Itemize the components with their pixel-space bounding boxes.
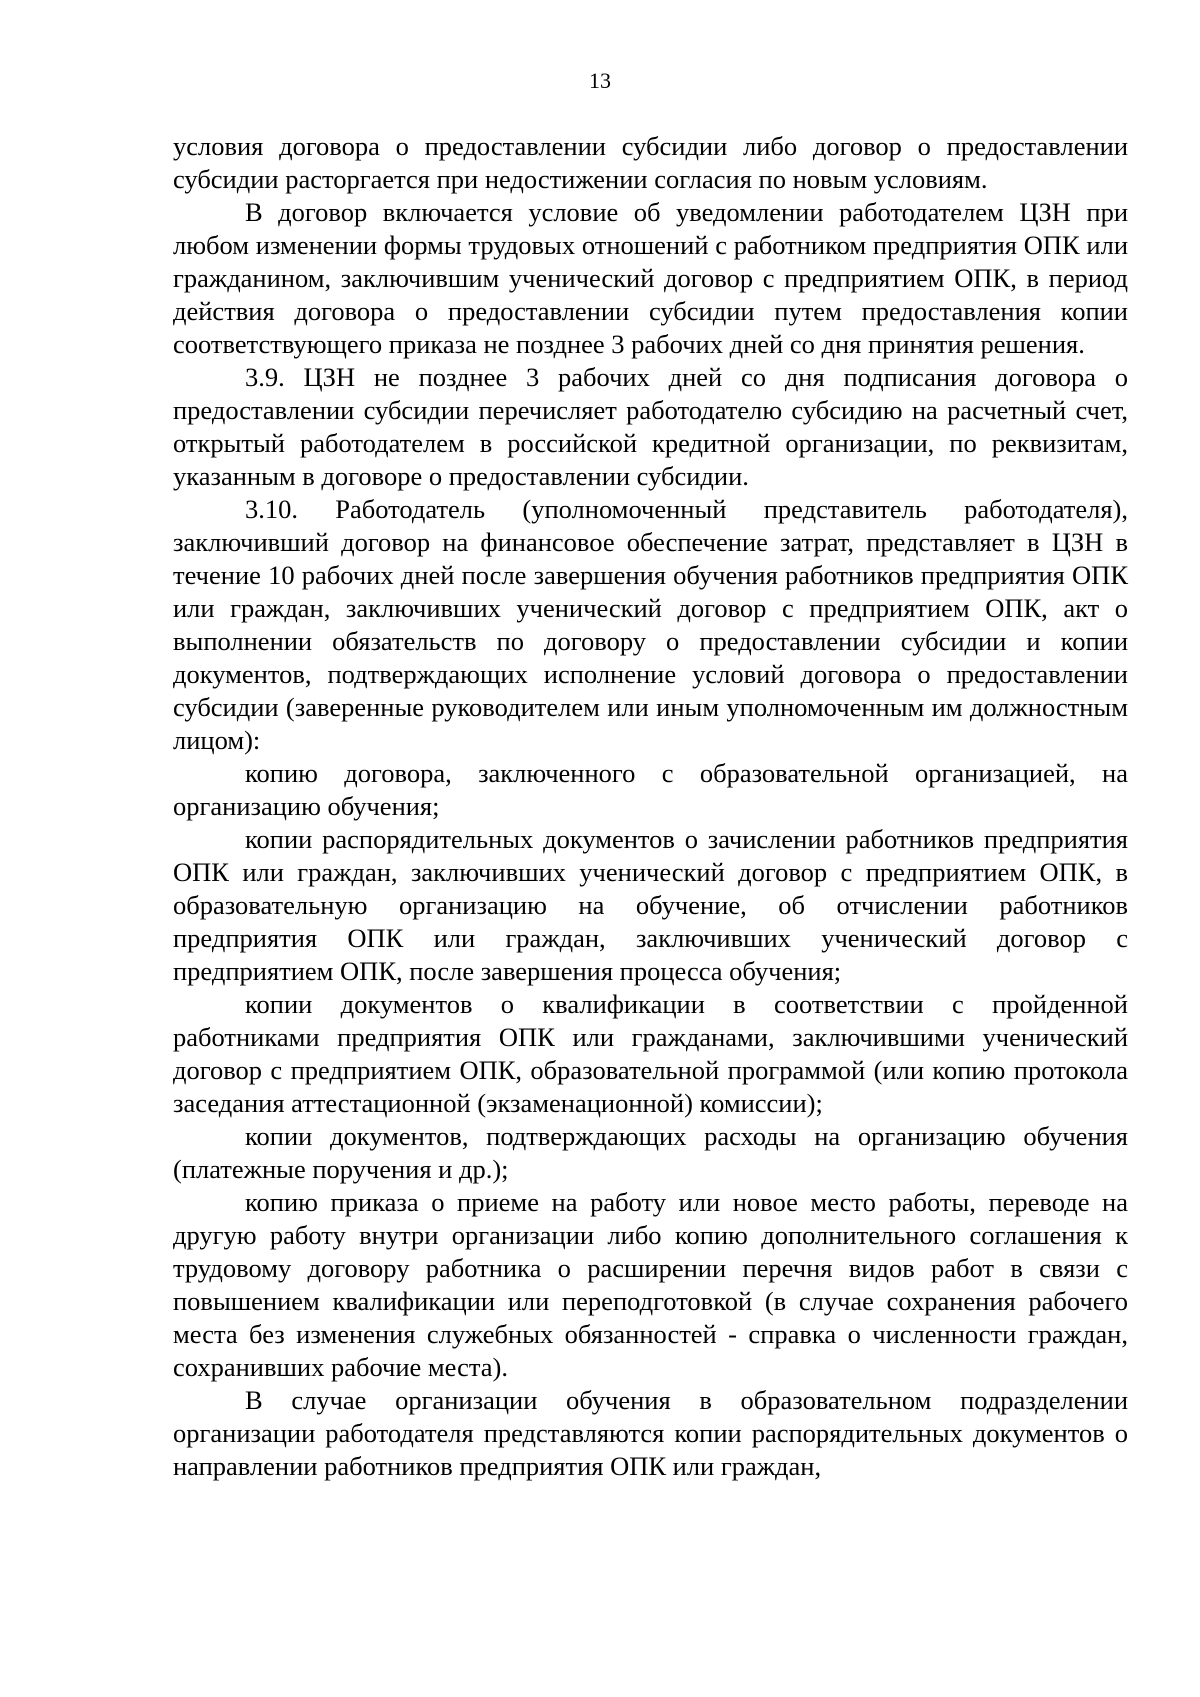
paragraph-4: 3.10. Работодатель (уполномоченный представитель работодателя), заключивший договор на финансовое обеспечение затрат, представляет в ЦЗН в течение 10 рабочих дней после завершения обучения работников предприятия ОПК или граждан, заключивших ученический договор с предприятием ОПК, акт о выполнении обязательств по договору о предоставлении субсидии и копии документов, подтверждающих исполнение условий договора о предоставлении субсидии (заверенные руководителем или иным уполномоченным им должностным лицом):	[173, 494, 1128, 755]
paragraph-2: В договор включается условие об уведомлении работодателем ЦЗН при любом изменении формы трудовых отношений с работником предприятия ОПК или гражданином, заключившим ученический договор с предприятием ОПК, в период действия договора о предоставлении субсидии путем предоставления копии соответствующего приказа не позднее 3 рабочих дней со дня принятия решения.	[173, 197, 1128, 359]
paragraph-1: условия договора о предоставлении субсидии либо договор о предоставлении субсидии расторгается при недостижении согласия по новым условиям.	[173, 131, 1128, 194]
document-body	[173, 130, 1128, 1483]
page-number: 13	[589, 68, 611, 93]
paragraph-9: копию приказа о приеме на работу или новое место работы, переводе на другую работу внутри организации либо копию дополнительного соглашения к трудовому договору работника о расширении перечня видов работ в связи с повышением квалификации или переподготовкой (в случае сохранения рабочего места без изменения служебных обязанностей - справка о численности граждан, сохранивших рабочие места).	[173, 1187, 1128, 1382]
paragraph-6: копии распорядительных документов о зачислении работников предприятия ОПК или граждан, заключивших ученический договор с предприятием ОПК, в образовательную организацию на обучение, об отчислении работников предприятия ОПК или граждан, заключивших ученический договор с предприятием ОПК, после завершения процесса обучения;	[173, 824, 1128, 986]
paragraph-10: В случае организации обучения в образовательном подразделении организации работодателя представляются копии распорядительных документов о направлении работников предприятия ОПК или граждан,	[173, 1385, 1128, 1481]
paragraph-7: копии документов о квалификации в соответствии с пройденной работниками предприятия ОПК или гражданами, заключившими ученический договор с предприятием ОПК, образовательной программой (или копию протокола заседания аттестационной (экзаменационной) комиссии);	[173, 989, 1128, 1118]
paragraph-5: копию договора, заключенного с образовательной организацией, на организацию обучения;	[173, 758, 1128, 821]
paragraph-8: копии документов, подтверждающих расходы на организацию обучения (платежные поручения и др.);	[173, 1121, 1128, 1184]
paragraph-3: 3.9. ЦЗН не позднее 3 рабочих дней со дня подписания договора о предоставлении субсидии перечисляет работодателю субсидию на расчетный счет, открытый работодателем в российской кредитной организации, по реквизитам, указанным в договоре о предоставлении субсидии.	[173, 362, 1128, 491]
